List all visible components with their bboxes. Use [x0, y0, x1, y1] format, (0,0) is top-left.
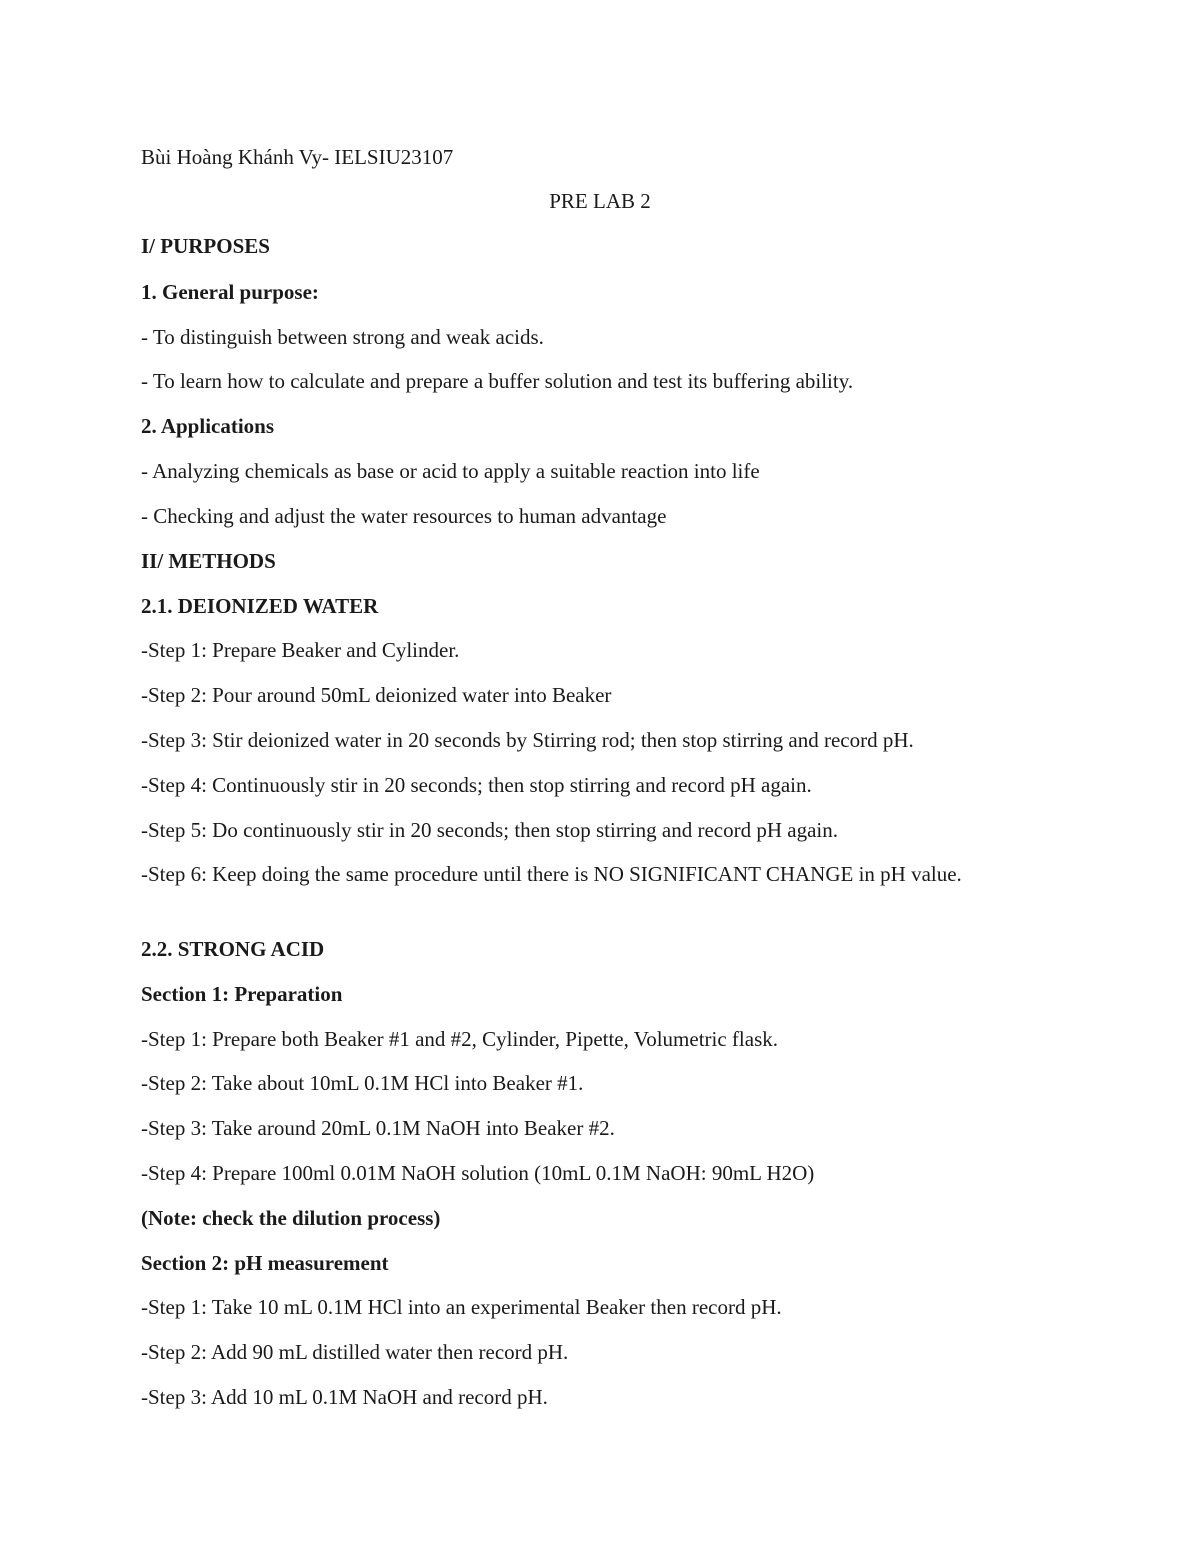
deionized-step: -Step 6: Keep doing the same procedure until there is NO SIGNIFICANT CHANGE in pH value.: [141, 862, 962, 886]
applications-heading: 2. Applications: [141, 414, 275, 438]
strong-acid-heading: 2.2. STRONG ACID: [141, 937, 325, 961]
deionized-step: -Step 1: Prepare Beaker and Cylinder.: [141, 638, 460, 662]
general-purpose-item: - To distinguish between strong and weak acids.: [141, 325, 544, 349]
preparation-step: -Step 3: Take around 20mL 0.1M NaOH into Beaker #2.: [141, 1116, 615, 1140]
deionized-step: -Step 2: Pour around 50mL deionized water into Beaker: [141, 683, 612, 707]
page-title: PRE LAB 2: [549, 189, 651, 213]
section-ph-heading: Section 2: pH measurement: [141, 1251, 389, 1275]
dilution-note: (Note: check the dilution process): [141, 1206, 441, 1230]
general-purpose-item: - To learn how to calculate and prepare a buffer solution and test its buffering ability.: [141, 369, 854, 393]
author-line: Bùi Hoàng Khánh Vy- IELSIU23107: [141, 145, 454, 169]
ph-step: -Step 2: Add 90 mL distilled water then record pH.: [141, 1340, 569, 1364]
preparation-step: -Step 2: Take about 10mL 0.1M HCl into Beaker #1.: [141, 1071, 584, 1095]
methods-heading: II/ METHODS: [141, 549, 276, 573]
section-preparation-heading: Section 1: Preparation: [141, 982, 343, 1006]
deionized-step: -Step 4: Continuously stir in 20 seconds; then stop stirring and record pH again.: [141, 773, 812, 797]
preparation-step: -Step 1: Prepare both Beaker #1 and #2, Cylinder, Pipette, Volumetric flask.: [141, 1027, 779, 1051]
general-purpose-heading: 1. General purpose:: [141, 280, 319, 304]
ph-step: -Step 1: Take 10 mL 0.1M HCl into an experimental Beaker then record pH.: [141, 1295, 782, 1319]
purposes-heading: I/ PURPOSES: [141, 234, 270, 258]
ph-step: -Step 3: Add 10 mL 0.1M NaOH and record pH.: [141, 1385, 548, 1409]
deionized-step: -Step 5: Do continuously stir in 20 seconds; then stop stirring and record pH again.: [141, 818, 838, 842]
application-item: - Analyzing chemicals as base or acid to apply a suitable reaction into life: [141, 459, 760, 483]
deionized-step: -Step 3: Stir deionized water in 20 seconds by Stirring rod; then stop stirring and record pH.: [141, 728, 914, 752]
application-item: - Checking and adjust the water resources to human advantage: [141, 504, 667, 528]
preparation-step: -Step 4: Prepare 100ml 0.01M NaOH solution (10mL 0.1M NaOH: 90mL H2O): [141, 1161, 815, 1185]
deionized-water-heading: 2.1. DEIONIZED WATER: [141, 594, 379, 618]
